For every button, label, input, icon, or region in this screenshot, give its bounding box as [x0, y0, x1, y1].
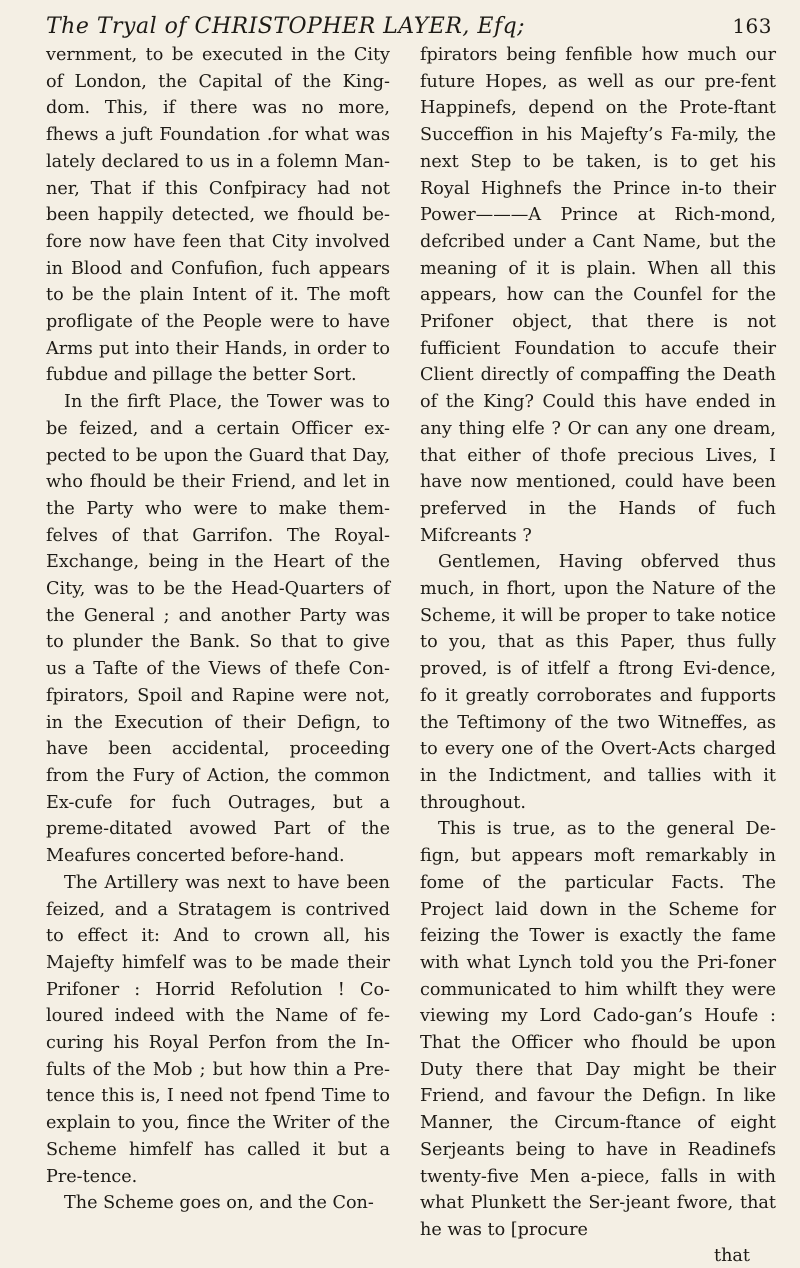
- page-number: 163: [732, 14, 772, 38]
- catchword: that: [714, 1245, 750, 1266]
- running-head-title: The Tryal of CHRISTOPHER LAYER, Efq;: [46, 14, 526, 39]
- paragraph: In the firft Place, the Tower was to be feized, and a certain Officer ex-pected to be upon the Guard that Day, who fhould be their Friend, and let in the Party who were to make them-felves of that Garrifon. The Royal-Exchange, being in the Heart of the City, was to be the Head-Quarters of the General ; and another Party was to plunder the Bank. So that to give us a Tafte of the Views of thefe Con-fpirators, Spoil and Rapine were not, in the Execution of their Defign, to have been accidental, proceeding from the Fury of Action, the common Ex-cufe for fuch Outrages, but a preme-ditated avowed Part of the Meafures concerted before-hand.: [46, 392, 390, 867]
- paragraph: fpirators being fenfible how much our future Hopes, as well as our pre-fent Happinefs, depend on the Prote-ftant Succeffion in his Majefty’s Fa-mily, the next Step to be taken, is to get his Royal Highnefs the Prince in-to their Power———A Prince at Rich-mond, defcribed under a Cant Name, but the meaning of it is plain. When all this appears, how can the Counfel for the Prifoner object, that there is not fufficient Foundation to accufe their Client directly of compaffing the Death of the King? Could this have ended in any thing elfe ? Or can any one dream, that either of thofe precious Lives, I have now mentioned, could have been preferved in the Hands of fuch Mifcreants ?: [420, 45, 776, 546]
- paragraph: This is true, as to the general De-fign, but appears moft remarkably in fome of the particular Facts. The Project laid down in the Scheme for feizing the Tower is exactly the fame with what Lynch told you the Pri-foner communicated to him whilft they were viewing my Lord Cado-gan’s Houfe : That the Officer who fhould be upon Duty there that Day might be their Friend, and favour the Defign. In like Manner, the Circum-ftance of eight Serjeants being to have in Readinefs twenty-five Men a-piece, falls in with what Plunkett the Ser-jeant fwore, that he was to [procure: [420, 819, 776, 1240]
- running-head: [46, 14, 776, 42]
- right-column: [420, 42, 776, 1268]
- paragraph: The Artillery was next to have been feized, and a Stratagem is contrived to effect it: And to crown all, his Majefty himfelf was to be made their Prifoner : Horrid Refolution ! Co-loured indeed with the Name of fe-curing his Royal Perfon from the In-fults of the Mob ; but how thin a Pre-tence this is, I need not fpend Time to explain to you, fince the Writer of the Scheme himfelf has called it but a Pre-tence.: [46, 872, 390, 1187]
- text-columns: [46, 42, 776, 1268]
- paragraph: The Scheme goes on, and the Con-: [64, 1193, 374, 1214]
- paragraph: Gentlemen, Having obferved thus much, in fhort, upon the Nature of the Scheme, it will be proper to take notice to you, that as this Paper, thus fully proved, is of itfelf a ftrong Evi-dence, fo it greatly corroborates and fupports the Teftimony of the two Witneffes, as to every one of the Overt-Acts charged in the Indictment, and tallies with it throughout.: [420, 552, 776, 813]
- left-column: [46, 42, 390, 1268]
- paragraph: vernment, to be executed in the City of London, the Capital of the King-dom. This, if there was no more, fhews a juft Foundation .for what was lately declared to us in a folemn Man-ner, That if this Confpiracy had not been happily detected, we fhould be-fore now have feen that City involved in Blood and Confufion, fuch appears to be the plain Intent of it. The moft profligate of the People were to have Arms put into their Hands, in order to fubdue and pillage the better Sort.: [46, 45, 390, 386]
